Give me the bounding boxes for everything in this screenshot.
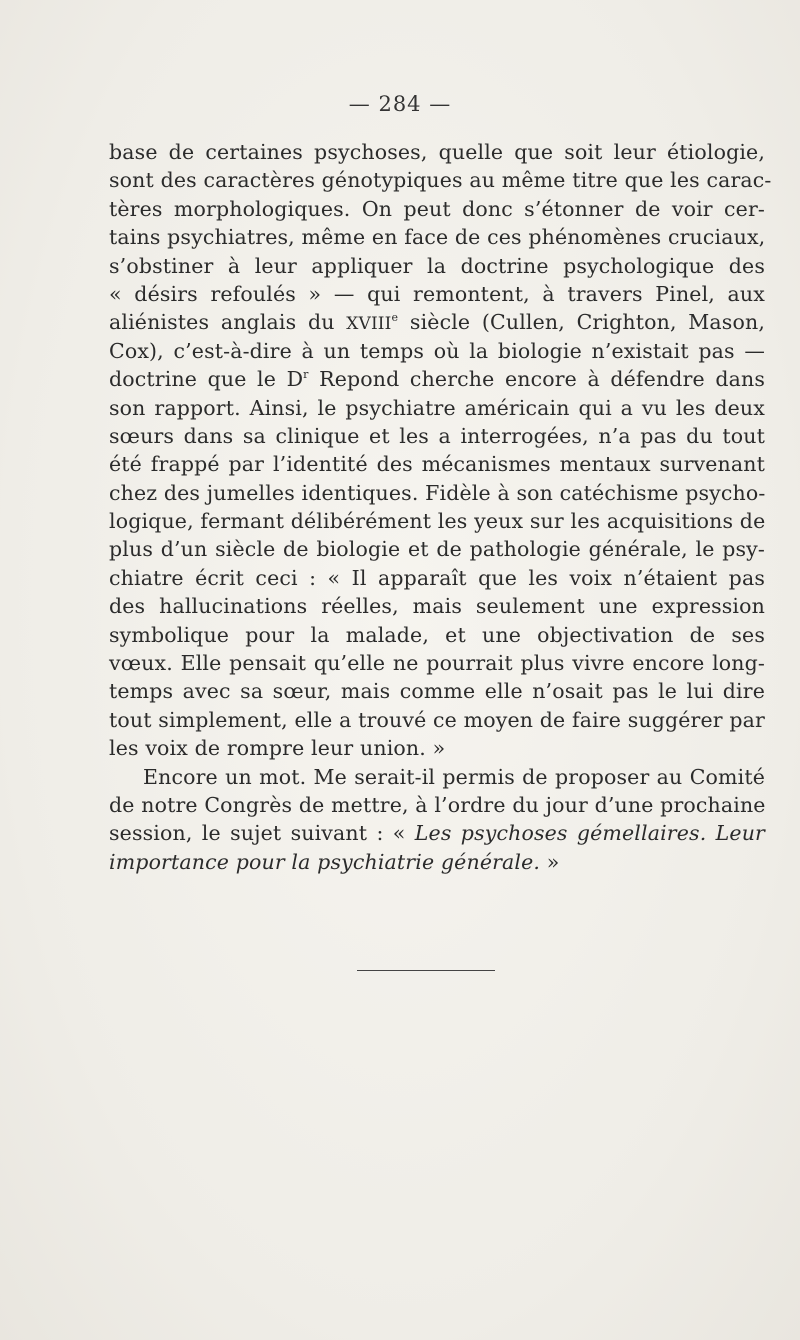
body-text [109, 138, 772, 876]
text-line [109, 308, 765, 336]
text-line: tains psychiatres, même en face de ces phénomènes cruciaux, [109, 225, 766, 250]
text-line [109, 365, 765, 393]
doctor-superscript: r [303, 368, 309, 382]
italic-title: importance pour la psychiatrie générale. [109, 849, 541, 874]
century-numeral: XVIII [346, 314, 392, 335]
text-line: son rapport. Ainsi, le psychiatre américain qui a vu les deux [109, 395, 765, 420]
text-line [109, 848, 765, 876]
text-segment: Repond cherche encore à défendre dans [319, 367, 766, 392]
text-line: sont des caractères génotypiques au même titre que les carac- [109, 168, 772, 193]
text-line: chiatre écrit ceci : « Il apparaît que les voix n’étaient pas [109, 565, 765, 590]
text-line: symbolique pour la malade, et une objectivation de ses [109, 622, 765, 647]
text-line: tères morphologiques. On peut donc s’étonner de voir cer- [109, 196, 765, 221]
text-segment: siècle (Cullen, Crighton, Mason, [409, 310, 765, 335]
text-line: « désirs refoulés » — qui remontent, à travers Pinel, aux [109, 281, 765, 306]
section-divider [357, 970, 495, 971]
text-line: logique, fermant délibérément les yeux sur les acquisitions de [109, 509, 766, 534]
text-segment: » [546, 849, 560, 874]
text-segment: doctrine que le D [109, 367, 304, 392]
page-number: — 284 — [348, 92, 452, 116]
text-line: temps avec sa sœur, mais comme elle n’osait pas le lui dire [109, 679, 765, 704]
text-line: des hallucinations réelles, mais seulement une expression [109, 594, 765, 619]
text-segment: aliénistes anglais du [109, 310, 335, 335]
italic-title: Les psychoses gémellaires. Leur [414, 821, 765, 846]
text-line: sœurs dans sa clinique et les a interrogées, n’a pas du tout [109, 423, 765, 448]
text-line: tout simplement, elle a trouvé ce moyen de faire suggérer par [109, 707, 765, 732]
text-line [109, 819, 765, 847]
text-segment: session, le sujet suivant : « [109, 821, 406, 846]
text-line: Cox), c’est-à-dire à un temps où la biologie n’existait pas — [109, 338, 765, 363]
text-line: s’obstiner à leur appliquer la doctrine psychologique des [109, 253, 765, 278]
text-line: Encore un mot. Me serait-il permis de proposer au Comité [143, 764, 765, 789]
text-line: été frappé par l’identité des mécanismes mentaux survenant [109, 452, 765, 477]
text-line: de notre Congrès de mettre, à l’ordre du jour d’une prochaine [109, 792, 766, 817]
text-line: plus d’un siècle de biologie et de pathologie générale, le psy- [109, 537, 765, 562]
text-line: les voix de rompre leur union. » [109, 736, 446, 761]
century-superscript: e [391, 311, 399, 325]
text-line: vœux. Elle pensait qu’elle ne pourrait plus vivre encore long- [109, 651, 765, 676]
text-line: base de certaines psychoses, quelle que soit leur étiologie, [109, 140, 765, 164]
text-line: chez des jumelles identiques. Fidèle à son catéchisme psycho- [109, 480, 766, 505]
